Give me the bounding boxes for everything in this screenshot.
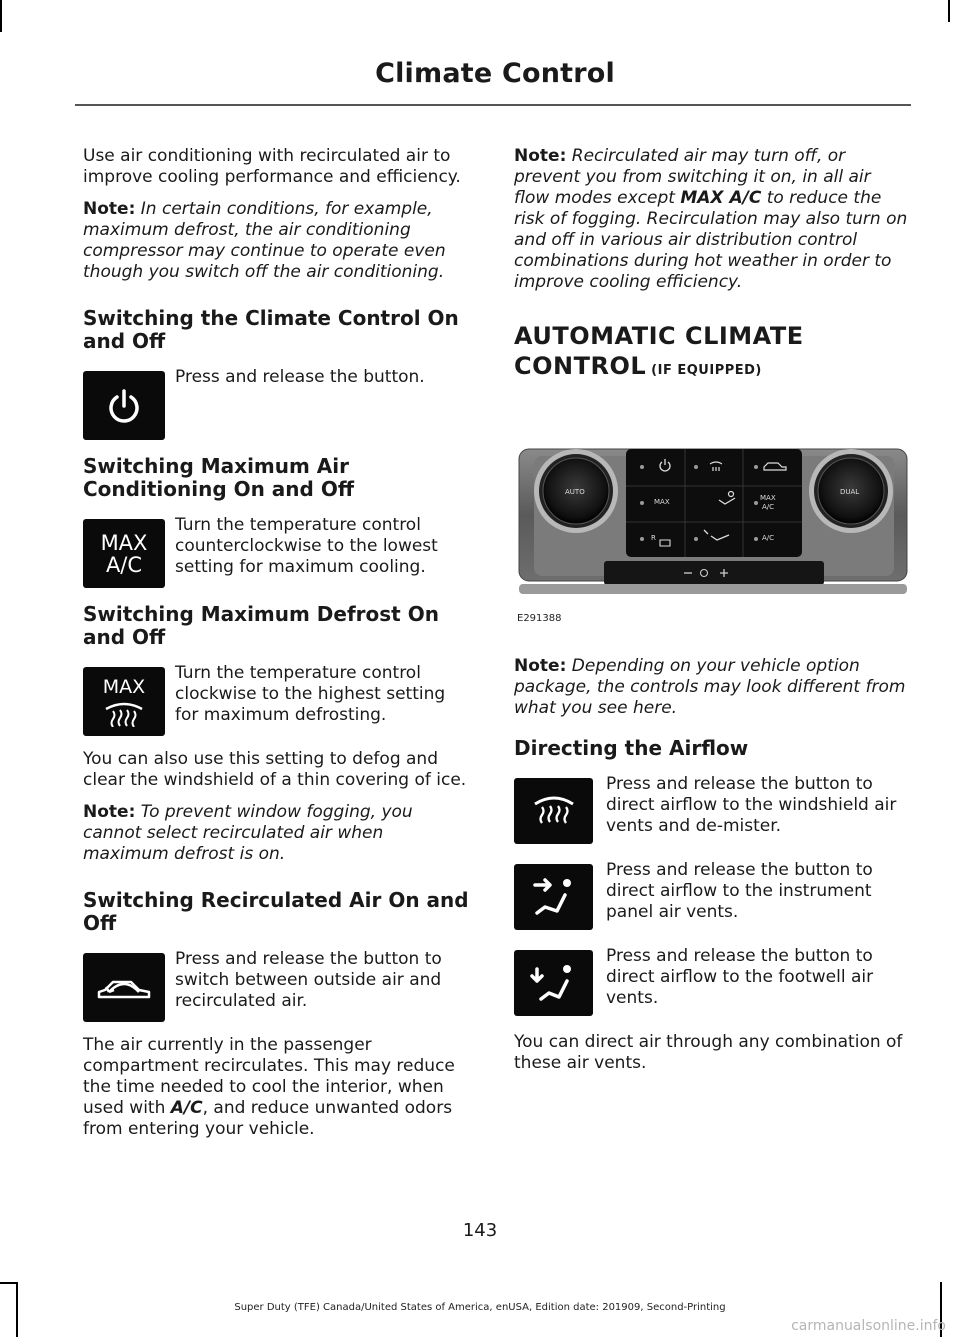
recirc-ac-term: A/C xyxy=(170,1098,203,1118)
max-defrost-icon xyxy=(83,667,165,736)
image-code: E291388 xyxy=(517,613,562,624)
note-label: Note: xyxy=(514,146,567,166)
max-ac-icon-text: A/C xyxy=(105,552,143,577)
airflow-row xyxy=(514,774,909,852)
max-defrost-icon-text: MAX xyxy=(102,675,146,698)
button-label: A/C xyxy=(762,503,775,511)
button-label: MAX xyxy=(654,498,670,506)
intro-paragraph: Use air conditioning with recirculated air to improve cooling performance and efficiency. xyxy=(83,146,461,187)
max-ac-row xyxy=(83,515,473,593)
button-label: A/C xyxy=(762,534,775,542)
heading-line: CONTROL xyxy=(514,352,647,380)
footwell-vent-icon xyxy=(514,950,593,1016)
max-ac-icon xyxy=(83,519,165,588)
edition-line: Super Duty (TFE) Canada/United States of America, enUSA, Edition date: 201909, Second-Printing xyxy=(234,1302,726,1313)
airflow-desc: Press and release the button to direct airflow to the windshield air vents and de-mister. xyxy=(606,774,897,836)
crop-mark xyxy=(0,0,2,32)
page-number: 143 xyxy=(462,1220,498,1241)
windshield-defrost-icon xyxy=(514,778,593,844)
watermark: carmanualsonline.info xyxy=(791,1318,946,1334)
max-ac-icon-text: MAX xyxy=(100,530,148,555)
power-desc: Press and release the button. xyxy=(175,367,425,387)
recirc-text: , and reduce unwanted odors from entering your vehicle. xyxy=(83,1098,453,1139)
note xyxy=(83,199,473,283)
note-text: Recirculated air may turn off, or prevent you from switching it on, in all air flow modes except xyxy=(514,146,871,208)
airflow-closing: You can direct air through any combination of these air vents. xyxy=(514,1032,903,1073)
crop-mark xyxy=(948,0,950,22)
header-rule xyxy=(75,104,911,106)
recirculate-row xyxy=(83,949,473,1027)
airflow-desc: Press and release the button to direct airflow to the footwell air vents. xyxy=(606,946,874,1008)
section-heading: Switching Maximum Air Conditioning On and Off xyxy=(83,454,355,501)
page-title: Climate Control xyxy=(375,58,615,89)
max-ac-desc: Turn the temperature control counterclockwise to the lowest setting for maximum cooling. xyxy=(175,515,438,577)
recirculate-paragraph xyxy=(83,1035,473,1140)
note xyxy=(514,146,909,293)
note-text: Depending on your vehicle option package, the controls may look different from what you see here. xyxy=(514,656,906,718)
left-column xyxy=(83,146,473,1151)
knob-label: DUAL xyxy=(840,488,860,496)
note-label: Note: xyxy=(83,802,136,822)
panel-vent-icon xyxy=(514,864,593,930)
recirculate-desc: Press and release the button to switch between outside air and recirculated air. xyxy=(175,949,442,1011)
power-row xyxy=(83,367,473,445)
note-text: To prevent window fogging, you cannot select recirculated air when maximum defrost is on. xyxy=(83,802,413,864)
section-heading: Switching the Climate Control On and Off xyxy=(83,306,459,353)
note xyxy=(514,656,909,719)
airflow-desc: Press and release the button to direct airflow to the instrument panel air vents. xyxy=(606,860,873,922)
recirc-text: The air currently in the passenger compartment recirculates. This may reduce the time needed to cool the interior, when used with xyxy=(83,1035,455,1118)
button-label: MAX xyxy=(760,494,776,502)
climate-panel-image xyxy=(514,434,909,634)
section-heading: Switching Recirculated Air On and Off xyxy=(83,888,469,935)
section-heading: Switching Maximum Defrost On and Off xyxy=(83,602,439,649)
recirculate-icon xyxy=(83,953,165,1022)
note xyxy=(83,802,473,865)
note-text: In certain conditions, for example, maximum defrost, the air conditioning compressor may continue to operate even though you switch off the air conditioning. xyxy=(83,199,446,282)
max-defrost-desc: Turn the temperature control clockwise to the highest setting for maximum defrosting. xyxy=(175,663,446,725)
max-defrost-row xyxy=(83,663,473,741)
automatic-climate-heading xyxy=(514,321,909,386)
button-label: R xyxy=(651,534,656,542)
right-column xyxy=(514,146,909,1085)
note-label: Note: xyxy=(514,656,567,676)
heading-line: AUTOMATIC CLIMATE xyxy=(514,322,804,350)
defog-paragraph: You can also use this setting to defog and clear the windshield of a thin covering of ice. xyxy=(83,749,467,790)
note-label: Note: xyxy=(83,199,136,219)
note-text: to reduce the risk of fogging. Recirculation may also turn on and off in various air distribution control combinations during hot weather in order to improve cooling efficiency. xyxy=(514,188,908,292)
note-term: MAX A/C xyxy=(680,188,762,208)
heading-tag: (IF EQUIPPED) xyxy=(646,363,762,378)
power-icon xyxy=(83,371,165,440)
airflow-row xyxy=(514,860,909,938)
section-heading: Directing the Airflow xyxy=(514,736,749,760)
airflow-row xyxy=(514,946,909,1024)
knob-label: AUTO xyxy=(565,488,585,496)
